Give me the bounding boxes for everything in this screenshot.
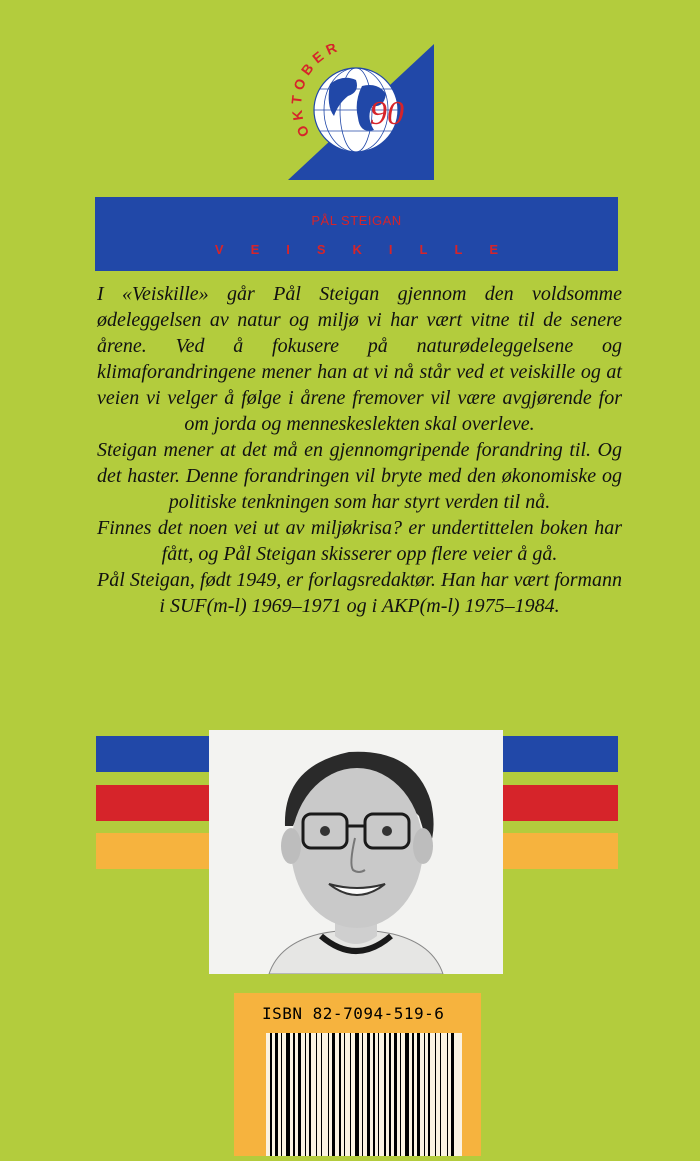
barcode (266, 1033, 462, 1156)
barcode-bar (378, 1033, 379, 1156)
book-title: VEISKILLE (214, 242, 526, 257)
title-band (95, 197, 618, 271)
blurb-paragraph: Pål Steigan, født 1949, er forlagsredaktør. Han har vært formann i SUF(m-l) 1969–1971 og i AKP(m-l) 1975–1984. (97, 569, 622, 617)
barcode-bar (293, 1033, 295, 1156)
isbn-box (234, 993, 481, 1156)
barcode-bar (384, 1033, 386, 1156)
stripe-blue-left (96, 736, 210, 772)
barcode-bar (435, 1033, 436, 1156)
barcode-bar (332, 1033, 335, 1156)
barcode-bar (412, 1033, 414, 1156)
barcode-bar (309, 1033, 311, 1156)
barcode-bar (417, 1033, 420, 1156)
blurb-paragraph: Steigan mener at det må en gjennomgripende forandring til. Og det haster. Denne forandringen vil bryte med den økonomiske og politiske tenkningen som har styrt verden til nå. (97, 439, 622, 513)
blurb-paragraph: Finnes det noen vei ut av miljøkrisa? er undertittelen boken har fått, og Pål Steigan skisserer opp flere veier å gå. (97, 517, 622, 565)
barcode-bar (286, 1033, 290, 1156)
stripe-blue-right (503, 736, 618, 772)
barcode-bar (428, 1033, 430, 1156)
barcode-bar (270, 1033, 272, 1156)
isbn-number: ISBN 82-7094-519-6 (262, 1004, 445, 1023)
author-photo (209, 730, 503, 974)
barcode-bar (400, 1033, 401, 1156)
barcode-bar (367, 1033, 370, 1156)
stripe-orange-right (503, 833, 618, 869)
barcode-bar (344, 1033, 345, 1156)
barcode-bar (389, 1033, 391, 1156)
barcode-bar (350, 1033, 351, 1156)
stripe-red-right (503, 785, 618, 821)
barcode-bar (275, 1033, 278, 1156)
barcode-bar (305, 1033, 306, 1156)
publisher-logo (288, 44, 434, 180)
author-name: PÅL STEIGAN (311, 213, 402, 228)
barcode-bar (405, 1033, 409, 1156)
barcode-bar (328, 1033, 329, 1156)
barcode-bar (339, 1033, 341, 1156)
barcode-bar (355, 1033, 359, 1156)
back-cover-blurb (97, 281, 622, 619)
barcode-bar (451, 1033, 454, 1156)
barcode-bar (316, 1033, 317, 1156)
barcode-bar (440, 1033, 441, 1156)
stripe-orange-left (96, 833, 210, 869)
barcode-bar (298, 1033, 301, 1156)
logo-year: 90 (370, 95, 404, 132)
barcode-bar (424, 1033, 425, 1156)
blurb-paragraph: I «Veiskille» går Pål Steigan gjennom den voldsomme ødeleggelsen av natur og miljø vi har vært vitne til de senere årene. Ved å fokusere på naturødeleggelsene og klimaforandringene mener han at vi nå står ved et veiskille og at veien vi velger å følge i årene fremover vil være avgjørende for om jorda og menneskeslekten skal overleve. (97, 283, 622, 435)
barcode-bar (394, 1033, 397, 1156)
barcode-bar (321, 1033, 322, 1156)
barcode-bar (281, 1033, 282, 1156)
barcode-bar (362, 1033, 363, 1156)
logo-publisher-text: OKTOBER (288, 44, 344, 140)
barcode-bar (373, 1033, 375, 1156)
stripe-red-left (96, 785, 210, 821)
barcode-bar (447, 1033, 448, 1156)
